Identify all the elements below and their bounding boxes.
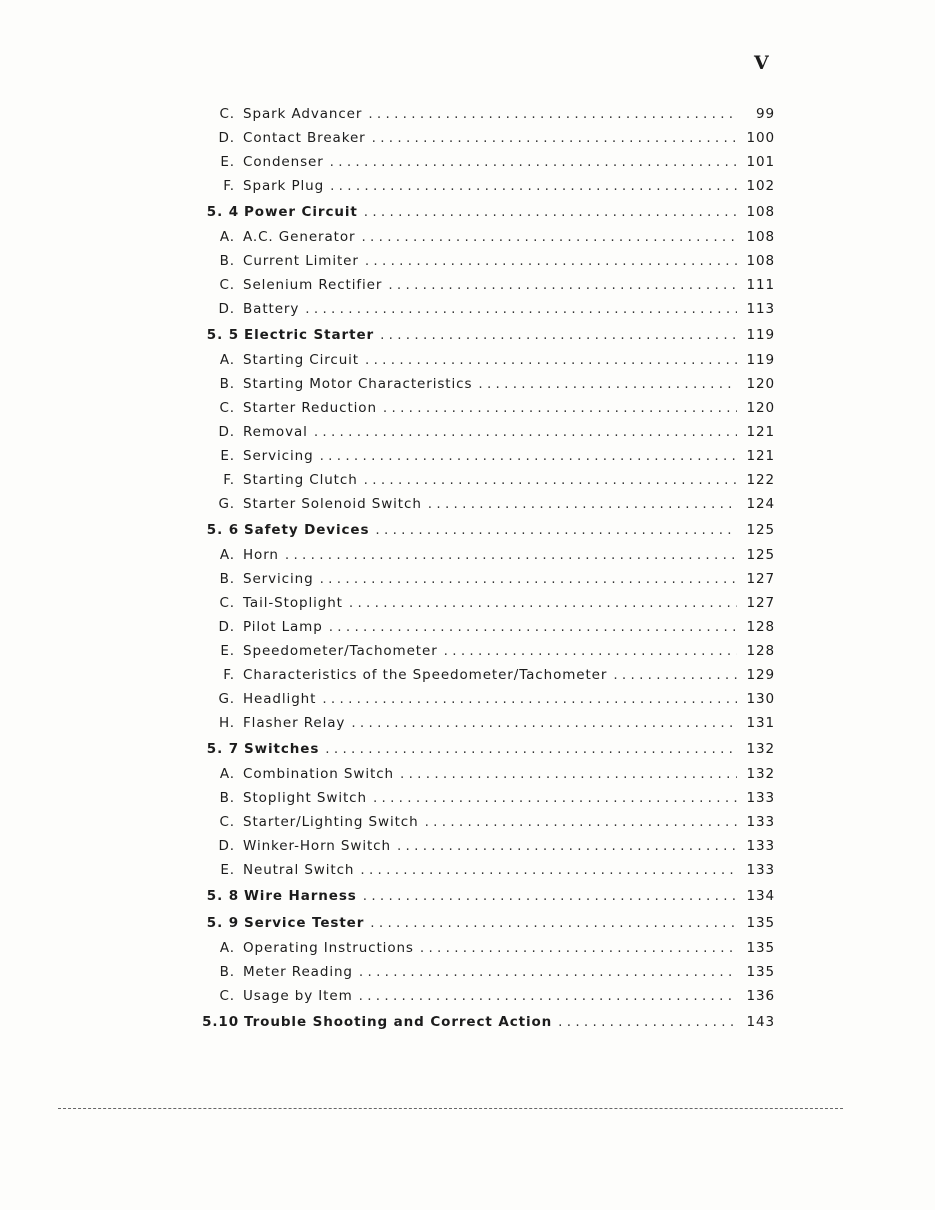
toc-entry-page: 135 [746, 915, 775, 931]
dot-leader [420, 936, 737, 960]
toc-entry-label: D. [218, 619, 235, 635]
dot-leader [372, 126, 737, 150]
toc-entry-page: 133 [746, 790, 775, 806]
dot-leader [613, 663, 737, 687]
toc-entry-page: 108 [746, 229, 775, 245]
dot-leader [365, 249, 737, 273]
footer-rule [58, 1108, 843, 1109]
toc-entry-label: D. [218, 301, 235, 317]
toc-entry-page: 122 [746, 472, 775, 488]
toc-subsection-entry [195, 762, 775, 786]
dot-leader [364, 468, 737, 492]
toc-subsection-entry [195, 150, 775, 174]
dot-leader [322, 687, 737, 711]
toc-entry-label: G. [218, 496, 235, 512]
toc-entry-title: Starting Clutch [243, 472, 358, 488]
table-of-contents [195, 102, 775, 1035]
dot-leader [397, 834, 737, 858]
toc-subsection-entry [195, 711, 775, 735]
toc-entry-page: 133 [746, 862, 775, 878]
toc-subsection-entry [195, 297, 775, 321]
toc-subsection-entry [195, 420, 775, 444]
toc-entry-page: 128 [746, 643, 775, 659]
dot-leader [365, 348, 737, 372]
toc-entry-page: 135 [746, 940, 775, 956]
toc-entry-label: 5. 5 [206, 327, 239, 343]
toc-subsection-entry [195, 687, 775, 711]
dot-leader [364, 199, 737, 225]
toc-entry-label: 5. 6 [206, 522, 239, 538]
toc-entry-page: 99 [756, 106, 775, 122]
toc-entry-page: 133 [746, 838, 775, 854]
toc-subsection-entry [195, 249, 775, 273]
dot-leader [330, 174, 737, 198]
toc-section-entry [195, 517, 775, 543]
toc-entry-label: E. [220, 154, 235, 170]
dot-leader [380, 322, 737, 348]
toc-entry-page: 102 [746, 178, 775, 194]
dot-leader [373, 786, 737, 810]
toc-entry-page: 132 [746, 741, 775, 757]
toc-subsection-entry [195, 615, 775, 639]
toc-entry-page: 119 [746, 352, 775, 368]
toc-entry-title: Neutral Switch [243, 862, 355, 878]
dot-leader [363, 883, 737, 909]
toc-section-entry [195, 322, 775, 348]
toc-entry-page: 131 [746, 715, 775, 731]
toc-entry-title: Flasher Relay [243, 715, 346, 731]
toc-entry-label: C. [219, 595, 235, 611]
toc-entry-label: F. [223, 667, 235, 683]
toc-entry-page: 124 [746, 496, 775, 512]
toc-section-entry [195, 736, 775, 762]
toc-entry-label: E. [220, 448, 235, 464]
toc-entry-title: Electric Starter [244, 327, 375, 343]
toc-entry-title: Spark Advancer [243, 106, 363, 122]
toc-entry-label: B. [219, 253, 235, 269]
dot-leader [400, 762, 737, 786]
toc-entry-page: 100 [746, 130, 775, 146]
dot-leader [285, 543, 737, 567]
toc-entry-title: Starter/Lighting Switch [243, 814, 419, 830]
toc-entry-label: A. [219, 547, 235, 563]
toc-entry-page: 108 [746, 253, 775, 269]
toc-entry-title: Wire Harness [244, 888, 357, 904]
dot-leader [314, 420, 737, 444]
toc-entry-label: 5. 4 [206, 204, 239, 220]
toc-entry-label: A. [219, 940, 235, 956]
toc-entry-title: Winker-Horn Switch [243, 838, 391, 854]
toc-subsection-entry [195, 936, 775, 960]
toc-entry-label: B. [219, 571, 235, 587]
dot-leader [370, 910, 737, 936]
toc-entry-title: Starting Circuit [243, 352, 359, 368]
toc-entry-page: 132 [746, 766, 775, 782]
toc-entry-title: Horn [243, 547, 279, 563]
toc-entry-page: 119 [746, 327, 775, 343]
toc-entry-page: 113 [746, 301, 775, 317]
toc-section-entry [195, 1009, 775, 1035]
toc-entry-label: D. [218, 424, 235, 440]
toc-entry-title: Tail-Stoplight [243, 595, 343, 611]
toc-entry-title: Spark Plug [243, 178, 325, 194]
page-number: V [754, 52, 769, 74]
toc-subsection-entry [195, 492, 775, 516]
dot-leader [361, 225, 737, 249]
toc-entry-title: Removal [243, 424, 308, 440]
toc-section-entry [195, 199, 775, 225]
toc-entry-label: G. [218, 691, 235, 707]
toc-entry-title: Servicing [243, 571, 314, 587]
toc-entry-page: 127 [746, 571, 775, 587]
toc-entry-label: E. [220, 643, 235, 659]
toc-entry-label: A. [219, 352, 235, 368]
toc-subsection-entry [195, 786, 775, 810]
toc-entry-label: F. [223, 472, 235, 488]
toc-entry-label: B. [219, 964, 235, 980]
toc-entry-page: 120 [746, 376, 775, 392]
toc-entry-label: B. [219, 790, 235, 806]
toc-section-entry [195, 883, 775, 909]
toc-subsection-entry [195, 984, 775, 1008]
toc-entry-page: 136 [746, 988, 775, 1004]
dot-leader [359, 960, 737, 984]
toc-subsection-entry [195, 591, 775, 615]
toc-subsection-entry [195, 396, 775, 420]
toc-entry-title: Speedometer/Tachometer [243, 643, 438, 659]
toc-subsection-entry [195, 273, 775, 297]
dot-leader [383, 396, 737, 420]
toc-entry-page: 121 [746, 424, 775, 440]
toc-entry-title: Selenium Rectifier [243, 277, 383, 293]
toc-entry-page: 125 [746, 547, 775, 563]
dot-leader [359, 984, 737, 1008]
toc-entry-title: Switches [244, 741, 320, 757]
toc-entry-title: Service Tester [244, 915, 365, 931]
toc-entry-title: Battery [243, 301, 300, 317]
toc-entry-title: Usage by Item [243, 988, 353, 1004]
toc-entry-title: A.C. Generator [243, 229, 356, 245]
toc-entry-label: 5. 8 [206, 888, 239, 904]
toc-subsection-entry [195, 663, 775, 687]
toc-entry-title: Starter Reduction [243, 400, 377, 416]
toc-entry-title: Stoplight Switch [243, 790, 367, 806]
dot-leader [360, 858, 737, 882]
toc-entry-page: 108 [746, 204, 775, 220]
toc-entry-page: 121 [746, 448, 775, 464]
toc-entry-label: D. [218, 838, 235, 854]
toc-entry-page: 129 [746, 667, 775, 683]
toc-entry-page: 143 [746, 1014, 775, 1030]
toc-entry-label: C. [219, 277, 235, 293]
dot-leader [329, 615, 737, 639]
toc-subsection-entry [195, 960, 775, 984]
toc-entry-title: Combination Switch [243, 766, 394, 782]
toc-subsection-entry [195, 543, 775, 567]
toc-entry-label: C. [219, 106, 235, 122]
toc-entry-label: 5. 7 [206, 741, 239, 757]
toc-entry-title: Characteristics of the Speedometer/Tachometer [243, 667, 608, 683]
toc-entry-label: H. [218, 715, 235, 731]
toc-entry-page: 127 [746, 595, 775, 611]
toc-entry-page: 130 [746, 691, 775, 707]
toc-subsection-entry [195, 225, 775, 249]
toc-entry-label: A. [219, 229, 235, 245]
toc-entry-page: 135 [746, 964, 775, 980]
dot-leader [428, 492, 737, 516]
toc-subsection-entry [195, 858, 775, 882]
dot-leader [368, 102, 737, 126]
dot-leader [349, 591, 737, 615]
dot-leader [425, 810, 737, 834]
toc-entry-page: 120 [746, 400, 775, 416]
toc-entry-title: Condenser [243, 154, 324, 170]
dot-leader [325, 736, 737, 762]
dot-leader [320, 444, 737, 468]
toc-entry-title: Contact Breaker [243, 130, 366, 146]
toc-entry-title: Trouble Shooting and Correct Action [244, 1014, 553, 1030]
toc-entry-page: 133 [746, 814, 775, 830]
toc-entry-title: Headlight [243, 691, 317, 707]
toc-subsection-entry [195, 348, 775, 372]
dot-leader [388, 273, 737, 297]
toc-subsection-entry [195, 810, 775, 834]
toc-entry-title: Meter Reading [243, 964, 353, 980]
dot-leader [375, 517, 737, 543]
toc-entry-label: A. [219, 766, 235, 782]
toc-entry-title: Pilot Lamp [243, 619, 323, 635]
toc-entry-title: Starter Solenoid Switch [243, 496, 422, 512]
dot-leader [558, 1009, 737, 1035]
toc-subsection-entry [195, 834, 775, 858]
dot-leader [351, 711, 737, 735]
toc-subsection-entry [195, 174, 775, 198]
toc-subsection-entry [195, 468, 775, 492]
dot-leader [305, 297, 737, 321]
toc-entry-title: Operating Instructions [243, 940, 414, 956]
toc-entry-page: 134 [746, 888, 775, 904]
toc-entry-label: B. [219, 376, 235, 392]
toc-entry-page: 111 [746, 277, 775, 293]
toc-entry-label: C. [219, 814, 235, 830]
toc-entry-title: Current Limiter [243, 253, 359, 269]
toc-entry-page: 128 [746, 619, 775, 635]
toc-entry-label: C. [219, 400, 235, 416]
toc-entry-title: Servicing [243, 448, 314, 464]
toc-entry-label: C. [219, 988, 235, 1004]
toc-section-entry [195, 910, 775, 936]
toc-subsection-entry [195, 444, 775, 468]
toc-subsection-entry [195, 126, 775, 150]
toc-entry-label: D. [218, 130, 235, 146]
toc-entry-title: Power Circuit [244, 204, 358, 220]
toc-subsection-entry [195, 102, 775, 126]
toc-subsection-entry [195, 372, 775, 396]
dot-leader [330, 150, 737, 174]
toc-entry-label: 5.10 [202, 1014, 239, 1030]
dot-leader [320, 567, 737, 591]
toc-subsection-entry [195, 639, 775, 663]
toc-entry-page: 101 [746, 154, 775, 170]
toc-entry-title: Starting Motor Characteristics [243, 376, 473, 392]
toc-entry-label: F. [223, 178, 235, 194]
toc-subsection-entry [195, 567, 775, 591]
toc-entry-title: Safety Devices [244, 522, 370, 538]
toc-entry-label: E. [220, 862, 235, 878]
dot-leader [478, 372, 737, 396]
toc-entry-page: 125 [746, 522, 775, 538]
dot-leader [444, 639, 737, 663]
toc-entry-label: 5. 9 [206, 915, 239, 931]
